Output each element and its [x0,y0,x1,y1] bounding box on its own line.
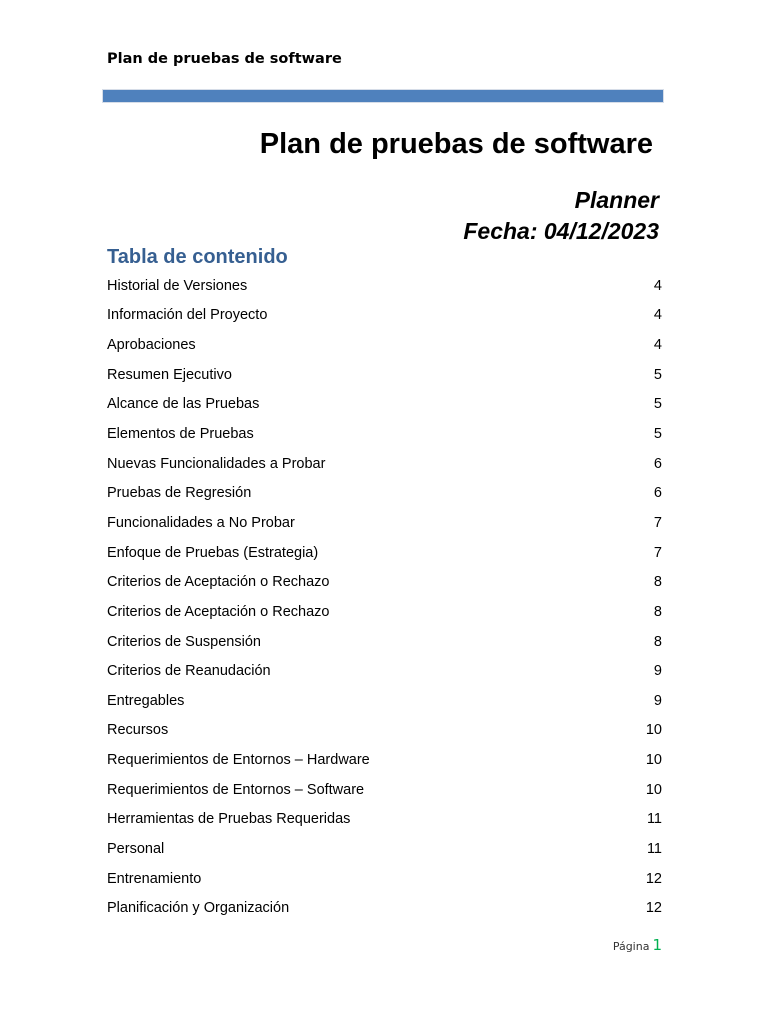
toc-entry-label: Resumen Ejecutivo [107,366,232,383]
toc-entry-page: 9 [653,692,662,709]
toc-entry-label: Personal [107,840,165,857]
toc-entry[interactable] [107,716,662,746]
toc-entry-page: 7 [653,514,662,531]
toc-entry[interactable] [107,775,662,805]
toc-heading: Tabla de contenido [107,246,288,268]
toc-entry[interactable] [107,449,662,479]
toc-entry[interactable] [107,864,662,894]
footer-page-number: 1 [652,936,662,954]
toc-entry-page: 8 [653,574,662,591]
toc-entry-page: 11 [646,840,662,857]
toc-entry-page: 9 [653,663,662,680]
toc-entry-page: 5 [653,396,662,413]
toc-entry-label: Requerimientos de Entornos – Hardware [107,752,370,769]
toc-entry-label: Planificación y Organización [107,900,290,917]
running-header-title: Plan de pruebas de software [107,51,342,67]
toc-entry-label: Enfoque de Pruebas (Estrategia) [107,544,319,561]
toc-entry[interactable] [107,390,662,420]
toc-entry-page: 5 [653,366,662,383]
toc-entry-page: 10 [645,781,662,798]
toc-entry-page: 11 [646,811,662,828]
toc-entry-label: Alcance de las Pruebas [107,396,260,413]
toc-entry-label: Recursos [107,722,169,739]
document-subtitle-author: Planner [574,187,659,213]
toc-entry-page: 5 [653,426,662,443]
toc-entry[interactable] [107,686,662,716]
toc-entry-label: Criterios de Suspensión [107,633,261,650]
toc-entry[interactable] [107,834,662,864]
toc-entry[interactable] [107,271,662,301]
toc-entry[interactable] [107,805,662,835]
toc-entry-label: Historial de Versiones [107,277,248,294]
toc-entry-page: 4 [653,307,662,324]
toc-entry[interactable] [107,508,662,538]
toc-entry-label: Nuevas Funcionalidades a Probar [107,455,326,472]
toc-entry-page: 12 [645,900,662,917]
toc-entry-label: Herramientas de Pruebas Requeridas [107,811,351,828]
toc-entry-page: 7 [653,544,662,561]
page-footer [613,936,662,954]
toc-entry-label: Criterios de Aceptación o Rechazo [107,603,330,620]
footer-page-label: Página [612,940,650,953]
toc-entry-label: Información del Proyecto [107,307,268,324]
toc-entry[interactable] [107,656,662,686]
toc-entry-label: Funcionalidades a No Probar [107,514,295,531]
toc-entry-label: Elementos de Pruebas [107,426,254,443]
toc-entry-page: 8 [653,633,662,650]
toc-entry[interactable] [107,330,662,360]
toc-entry[interactable] [107,893,662,923]
toc-entry[interactable] [107,538,662,568]
toc-entry[interactable] [107,360,662,390]
toc-entry[interactable] [107,745,662,775]
toc-entry[interactable] [107,627,662,657]
toc-entry-label: Aprobaciones [107,337,196,354]
toc-entry-page: 10 [645,752,662,769]
toc-entry-page: 6 [653,455,662,472]
header-rule-bar [102,89,664,103]
toc-list [107,271,662,923]
toc-entry-label: Pruebas de Regresión [107,485,252,502]
toc-entry-page: 12 [645,870,662,887]
toc-entry-page: 6 [653,485,662,502]
toc-entry[interactable] [107,597,662,627]
toc-entry[interactable] [107,301,662,331]
toc-entry-label: Entrenamiento [107,870,202,887]
toc-entry-label: Entregables [107,692,185,709]
toc-entry[interactable] [107,567,662,597]
document-title: Plan de pruebas de software [259,128,653,160]
toc-entry-page: 10 [645,722,662,739]
document-subtitle-date: Fecha: 04/12/2023 [463,218,659,244]
toc-entry-page: 4 [653,337,662,354]
toc-entry-label: Criterios de Aceptación o Rechazo [107,574,330,591]
toc-entry-label: Requerimientos de Entornos – Software [107,781,365,798]
toc-entry[interactable] [107,419,662,449]
toc-entry-page: 8 [653,603,662,620]
toc-entry-page: 4 [653,277,662,294]
toc-entry-label: Criterios de Reanudación [107,663,271,680]
toc-entry[interactable] [107,478,662,508]
